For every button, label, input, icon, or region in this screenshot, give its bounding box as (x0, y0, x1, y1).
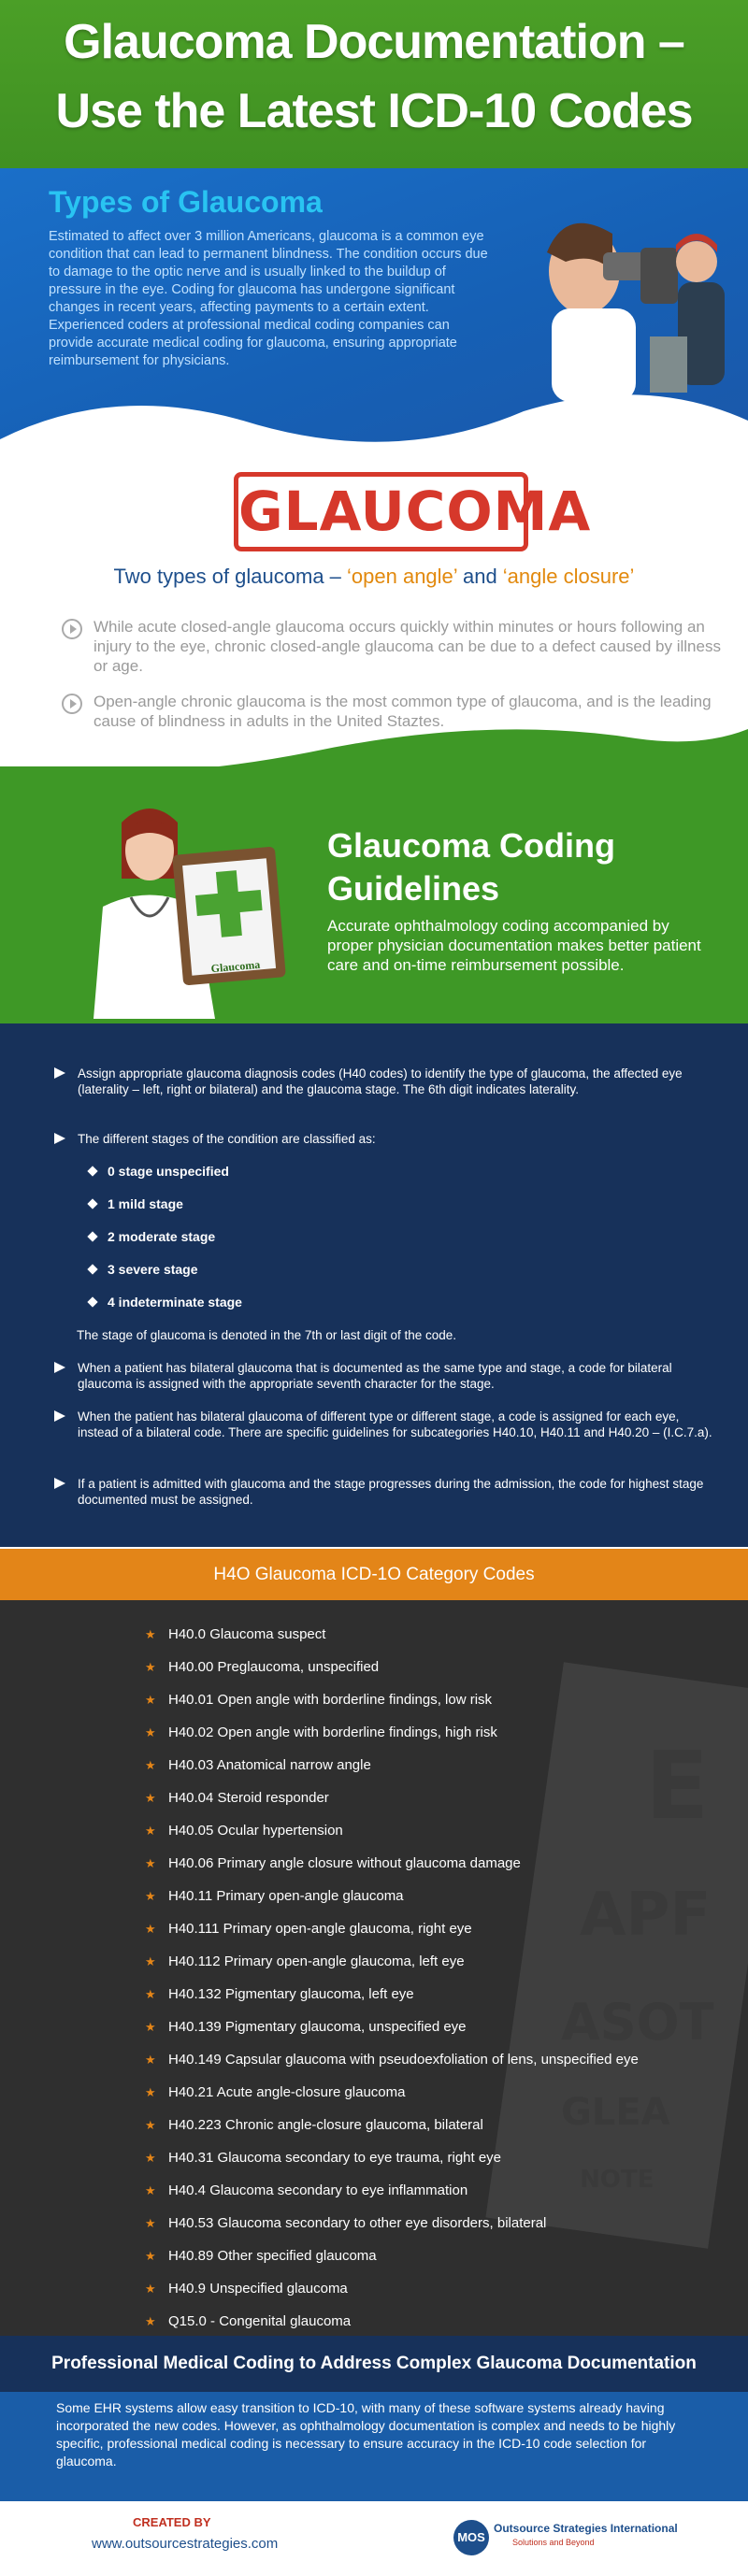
star-icon: ★ (145, 1856, 156, 1870)
eye-exam-illustration (510, 196, 734, 402)
conclusion-body: Some EHR systems allow easy transition to ICD-10, with many of these software systems already having incorporated the new codes. However, as ophthalmology documentation is complex and needs to be highly specific, professional medical coding is necessary to ensure accuracy in the ICD-10 code selection for glaucoma. (56, 2400, 676, 2469)
play-circle-icon (62, 619, 82, 639)
star-icon: ★ (145, 1889, 156, 1903)
stage-text: 2 moderate stage (108, 1229, 216, 1244)
star-icon: ★ (145, 1922, 156, 1936)
eye-chart-letter: E (645, 1731, 710, 1840)
guidelines-heading-line-2: Guidelines (327, 869, 500, 908)
glaucoma-stamp: GLAUCOMA (234, 472, 528, 551)
company-tagline: Solutions and Beyond (512, 2538, 595, 2547)
code-text: H40.132 Pigmentary glaucoma, left eye (168, 1986, 414, 2002)
eye-chart-letter: APF (580, 1881, 712, 1950)
conclusion-heading: Professional Medical Coding to Address Complex Glaucoma Documentation (51, 2354, 697, 2373)
arrow-icon (54, 1133, 65, 1144)
code-text: H40.05 Ocular hypertension (168, 1823, 343, 1839)
diamond-icon (87, 1166, 97, 1176)
star-icon: ★ (145, 1627, 156, 1641)
code-text: H40.02 Open angle with borderline findings, high risk (168, 1724, 497, 1740)
two-types-and: and (456, 565, 503, 588)
two-types-prefix: Two types of glaucoma – (113, 565, 348, 588)
codes-title: H4O Glaucoma ICD-1O Category Codes (213, 1565, 535, 1584)
type-bullet-text: While acute closed-angle glaucoma occurs quickly within minutes or hours following an injury to the eye, chronic closed-angle glaucoma can be due to a defect caused by illness or age. (94, 618, 721, 675)
types-body: Estimated to affect over 3 million Americans, glaucoma is a common eye condition that can lead to permanent blindness. The condition occurs due to damage to the optic nerve and is usually linked to the buildup of pressure in the eye. Coding for glaucoma has undergone significant changes in recent years, affecting payments to a certain extent. Experienced coders at professional medical coding companies can provide accurate medical coding for glaucoma, ensuring appropriate reimbursement for physicians. (49, 229, 488, 368)
code-text: H40.04 Steroid responder (168, 1790, 329, 1806)
wave-divider-top (0, 383, 748, 486)
doctor-illustration (84, 794, 299, 1019)
rule-text: If a patient is admitted with glaucoma and the stage progresses during the admission, the code for highest stage documented must be assigned. (78, 1477, 704, 1507)
title-line-2: Use the Latest ICD-10 Codes (55, 84, 693, 138)
star-icon: ★ (145, 1954, 156, 1968)
stage-text: 0 stage unspecified (108, 1164, 229, 1179)
rule-text: Assign appropriate glaucoma diagnosis codes (H40 codes) to identify the type of glaucoma, the affected eye (laterality – left, right or bilateral) and the glaucoma stage. The 6th digit indicates laterality. (78, 1066, 683, 1096)
arrow-icon (54, 1067, 65, 1079)
code-text: H40.112 Primary open-angle glaucoma, left eye (168, 1953, 465, 1969)
title-line-1: Glaucoma Documentation – (64, 15, 684, 69)
star-icon: ★ (145, 1725, 156, 1739)
types-heading: Types of Glaucoma (49, 185, 323, 219)
star-icon: ★ (145, 2020, 156, 2034)
two-types-heading (0, 565, 748, 589)
created-by-label: CREATED BY (133, 2515, 211, 2529)
conclusion-title-bar (0, 2336, 748, 2392)
diamond-icon (87, 1296, 97, 1307)
eye-chart-letter: NOTE (580, 2166, 654, 2194)
codes-title-bar (0, 1549, 748, 1600)
star-icon: ★ (145, 1824, 156, 1838)
eye-chart-letter: GLEA (561, 2091, 670, 2134)
angle-closure-label: ‘angle closure’ (502, 565, 635, 588)
diamond-icon (87, 1231, 97, 1241)
website-link[interactable]: www.outsourcestrategies.com (92, 2536, 279, 2552)
code-text: H40.06 Primary angle closure without glaucoma damage (168, 1855, 521, 1871)
code-text: H40.111 Primary open-angle glaucoma, right eye (168, 1921, 472, 1937)
rule-text: When a patient has bilateral glaucoma that is documented as the same type and stage, a code for bilateral glaucoma is assigned with the appropriate seventh character for the stage. (78, 1361, 672, 1391)
stage-note: The stage of glaucoma is denoted in the 7th or last digit of the code. (77, 1328, 457, 1342)
code-text: H40.149 Capsular glaucoma with pseudoexfoliation of lens, unspecified eye (168, 2052, 639, 2068)
stage-text: 3 severe stage (108, 1262, 198, 1277)
star-icon: ★ (145, 1791, 156, 1805)
rules-section (0, 1023, 748, 1547)
rule-text: The different stages of the condition are classified as: (78, 1132, 376, 1146)
star-icon: ★ (145, 2118, 156, 2132)
header (0, 0, 748, 178)
diamond-icon (87, 1264, 97, 1274)
code-text: H40.53 Glaucoma secondary to other eye disorders, bilateral (168, 2215, 547, 2231)
stage-text: 1 mild stage (108, 1196, 183, 1211)
rule-text: When the patient has bilateral glaucoma of different type or different stage, a code is assigned for each eye, instead of a bilateral code. There are specific guidelines for subcategories H40.10, H40.11 and H40.20 – (I.C.7.a). (78, 1410, 712, 1439)
guidelines-body: Accurate ophthalmology coding accompanied by proper physician documentation makes better patient care and on-time reimbursement possible. (327, 917, 701, 974)
conclusion-section (0, 2392, 748, 2501)
star-icon: ★ (145, 2282, 156, 2296)
code-text: H40.139 Pigmentary glaucoma, unspecified eye (168, 2019, 467, 2035)
codes-section (0, 1600, 748, 2336)
star-icon: ★ (145, 1758, 156, 1772)
star-icon: ★ (145, 2183, 156, 2197)
code-text: H40.01 Open angle with borderline findings, low risk (168, 1692, 493, 1708)
star-icon: ★ (145, 2053, 156, 2067)
logo-mark: MOS (457, 2530, 485, 2544)
code-text: H40.0 Glaucoma suspect (168, 1626, 326, 1642)
star-icon: ★ (145, 2085, 156, 2099)
code-text: H40.4 Glaucoma secondary to eye inflammation (168, 2182, 468, 2198)
footer (0, 2501, 748, 2576)
code-text: H40.223 Chronic angle-closure glaucoma, bilateral (168, 2117, 483, 2133)
diamond-icon (87, 1198, 97, 1209)
star-icon: ★ (145, 1660, 156, 1674)
code-text: H40.89 Other specified glaucoma (168, 2248, 377, 2264)
code-text: Q15.0 - Congenital glaucoma (168, 2313, 352, 2329)
arrow-icon (54, 1478, 65, 1489)
type-bullet-text: Open-angle chronic glaucoma is the most common type of glaucoma, and is the leading cause of blindness in adults in the United Staztes. (94, 693, 712, 730)
star-icon: ★ (145, 1987, 156, 2001)
guidelines-heading (327, 824, 615, 910)
guidelines-heading-line-1: Glaucoma Coding (327, 826, 616, 865)
star-icon: ★ (145, 2314, 156, 2328)
code-text: H40.11 Primary open-angle glaucoma (168, 1888, 404, 1904)
clipboard-label: Glaucoma (210, 957, 261, 976)
star-icon: ★ (145, 2151, 156, 2165)
code-text: H40.03 Anatomical narrow angle (168, 1757, 371, 1773)
code-text: H40.00 Preglaucoma, unspecified (168, 1659, 380, 1675)
star-icon: ★ (145, 1693, 156, 1707)
code-text: H40.31 Glaucoma secondary to eye trauma, right eye (168, 2150, 502, 2166)
eye-chart-letter: ASOT (561, 1993, 714, 2052)
company-name: Outsource Strategies International (494, 2522, 678, 2535)
star-icon: ★ (145, 2249, 156, 2263)
arrow-icon (54, 1362, 65, 1373)
code-text: H40.9 Unspecified glaucoma (168, 2281, 348, 2297)
stage-text: 4 indeterminate stage (108, 1295, 242, 1309)
company-logo (453, 2520, 489, 2555)
code-text: H40.21 Acute angle-closure glaucoma (168, 2084, 406, 2100)
arrow-icon (54, 1410, 65, 1422)
star-icon: ★ (145, 2216, 156, 2230)
open-angle-label: ‘open angle’ (347, 565, 457, 588)
